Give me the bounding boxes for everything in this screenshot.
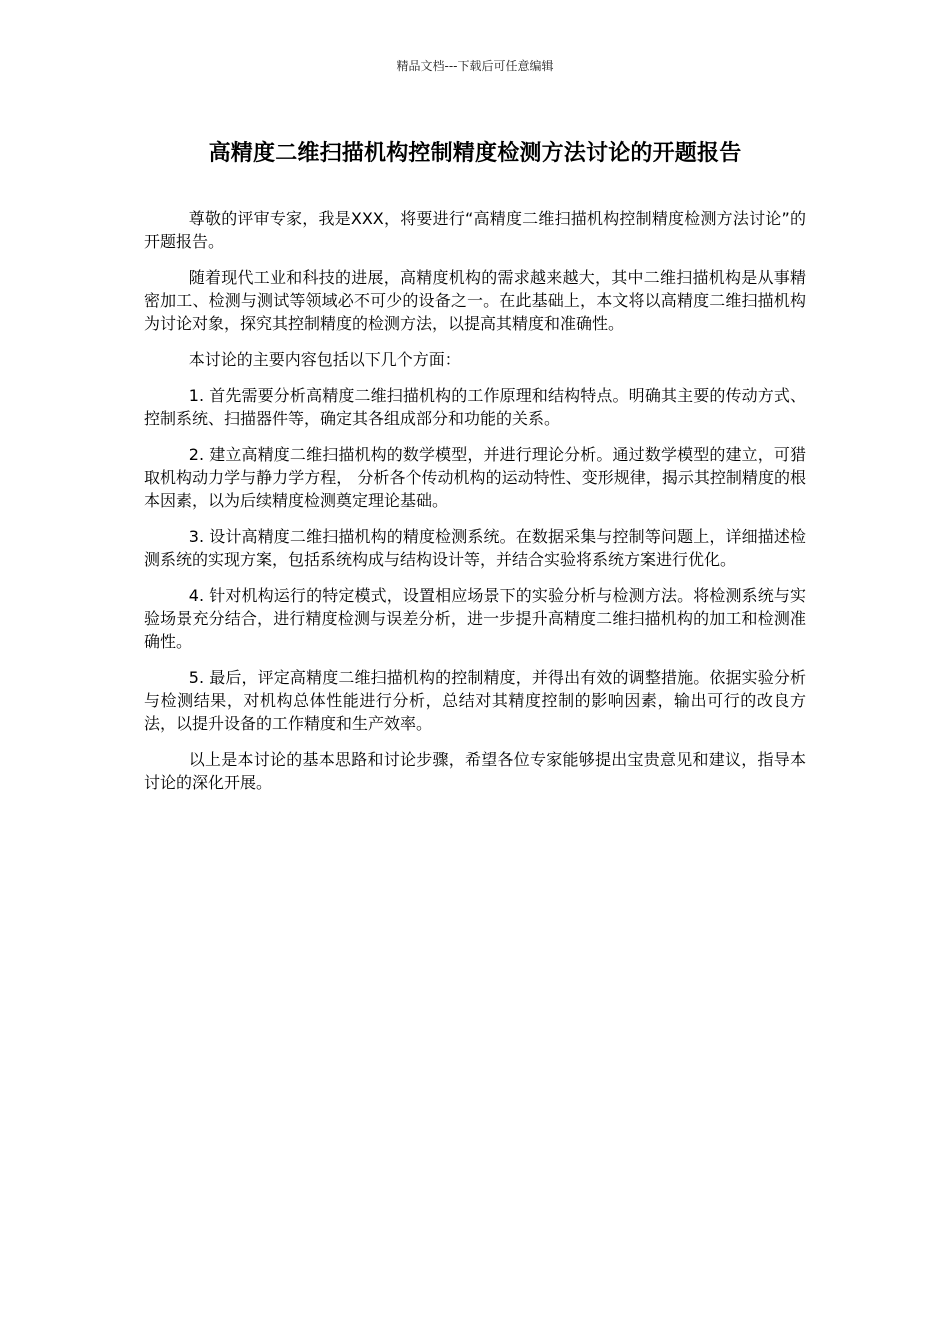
paragraph-item-2: 2. 建立高精度二维扫描机构的数学模型，并进行理论分析。通过数学模型的建立，可猎取机构动力学与静力学方程， 分析各个传动机构的运动特性、变形规律，揭示其控制精度的根本因素，以为后续精度检测奠定理论基础。 [144, 445, 806, 510]
paragraph-contents-lead: 本讨论的主要内容包括以下几个方面： [188, 350, 461, 369]
paragraph-item-4: 4. 针对机构运行的特定模式，设置相应场景下的实验分析与检测方法。将检测系统与实验场景充分结合，进行精度检测与误差分析，进一步提升高精度二维扫描机构的加工和检测准确性。 [144, 586, 806, 651]
paragraph-item-1: 1. 首先需要分析高精度二维扫描机构的工作原理和结构特点。明确其主要的传动方式、控制系统、扫描器件等，确定其各组成部分和功能的关系。 [144, 386, 806, 428]
paragraph-background: 随着现代工业和科技的进展，高精度机构的需求越来越大，其中二维扫描机构是从事精密加工、检测与测试等领域必不可少的设备之一。在此基础上，本文将以高精度二维扫描机构为讨论对象，探究其控制精度的检测方法，以提高其精度和准确性。 [144, 268, 806, 333]
document-title: 高精度二维扫描机构控制精度检测方法讨论的开题报告 [208, 141, 742, 166]
page-header: 精品文档---下载后可任意编辑 [396, 59, 554, 73]
document-body [144, 207, 806, 807]
paragraph-intro: 尊敬的评审专家，我是XXX，将要进行“高精度二维扫描机构控制精度检测方法讨论”的开题报告。 [144, 209, 806, 251]
paragraph-conclusion: 以上是本讨论的基本思路和讨论步骤，希望各位专家能够提出宝贵意见和建议，指导本讨论的深化开展。 [144, 750, 806, 792]
paragraph-item-3: 3. 设计高精度二维扫描机构的精度检测系统。在数据采集与控制等问题上，详细描述检测系统的实现方案，包括系统构成与结构设计等，并结合实验将系统方案进行优化。 [144, 527, 806, 569]
paragraph-item-5: 5. 最后，评定高精度二维扫描机构的控制精度，并得出有效的调整措施。依据实验分析与检测结果，对机构总体性能进行分析，总结对其精度控制的影响因素，输出可行的改良方法，以提升设备的工作精度和生产效率。 [144, 668, 806, 733]
